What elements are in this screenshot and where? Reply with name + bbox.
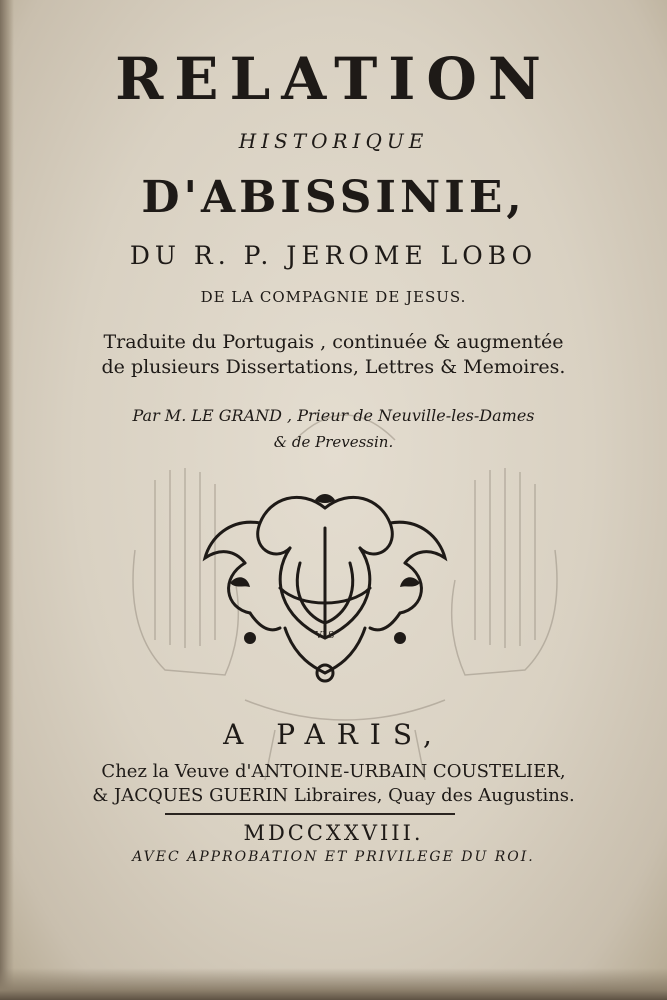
title-sub: HISTORIQUE xyxy=(238,129,429,153)
divider-rule xyxy=(165,813,455,815)
title-place: D'ABISSINIE, xyxy=(141,172,526,223)
printer-device-icon xyxy=(190,488,460,688)
publication-date: MDCCXXVIII. xyxy=(243,821,424,845)
society-line: DE LA COMPAGNIE DE JESUS. xyxy=(200,288,467,306)
author-line: DU R. P. JEROME LOBO xyxy=(129,241,538,270)
title-main: RELATION xyxy=(115,45,552,113)
translator-line-2: & de Prevessin. xyxy=(273,433,394,451)
translation-line-1: Traduite du Portugais , continuée & augmentée xyxy=(103,331,564,353)
publisher-line-2: & JACQUES GUERIN Libraires, Quay des Augustins. xyxy=(92,785,575,806)
publisher-line-1: Chez la Veuve d'ANTOINE-URBAIN COUSTELIER, xyxy=(101,761,566,782)
imprint-city: A PARIS, xyxy=(223,718,444,751)
translation-line-2: de plusieurs Dissertations, Lettres & Memoires. xyxy=(101,356,566,378)
page-bottom-edge xyxy=(0,968,667,1000)
ornament-monogram: VLS xyxy=(315,631,335,641)
privilege-line: AVEC APPROBATION ET PRIVILEGE DU ROI. xyxy=(132,849,535,865)
translator-line-1: Par M. LE GRAND , Prieur de Neuville-les-Dames xyxy=(132,406,535,425)
